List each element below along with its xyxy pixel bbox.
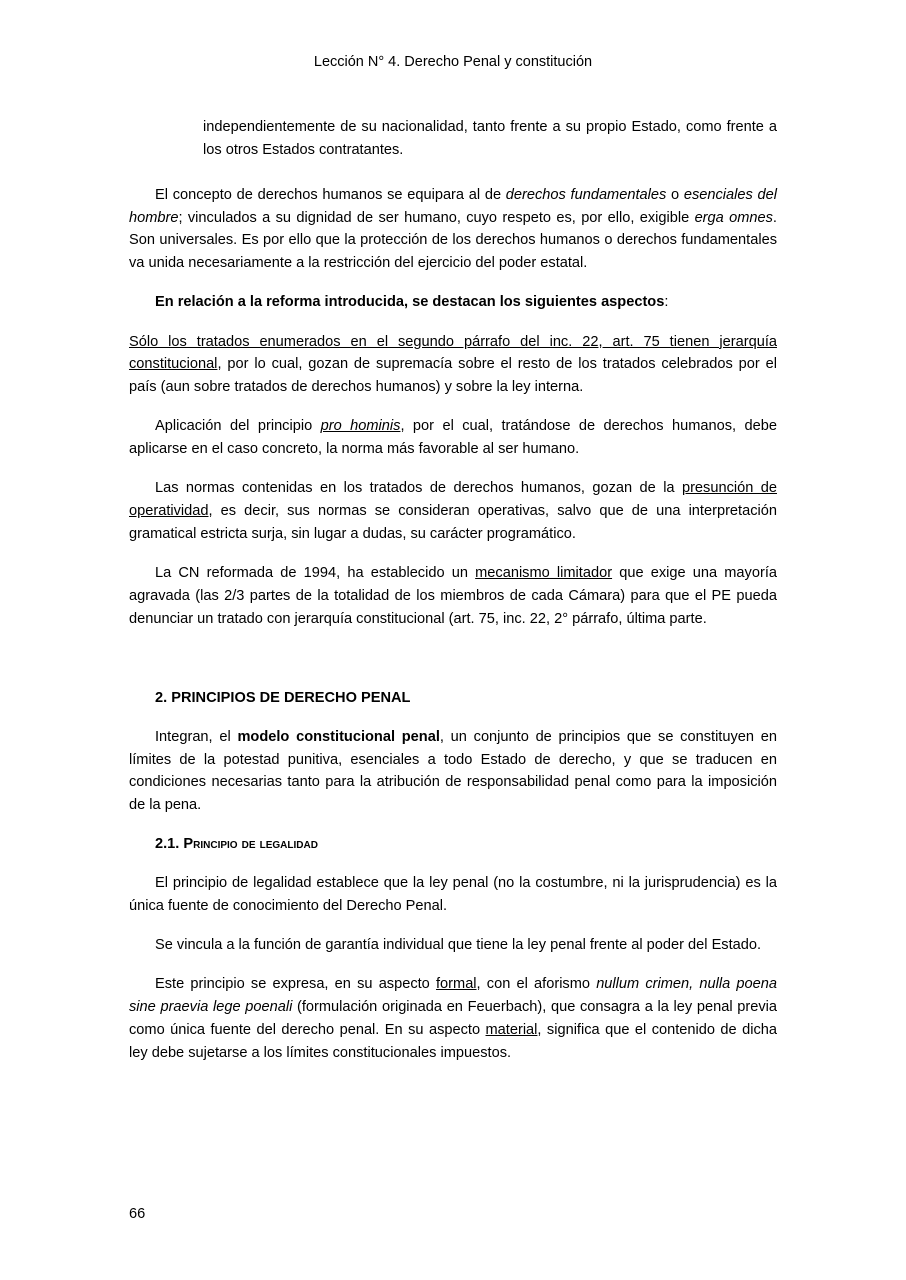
heading-number: 2.1. [155,836,184,853]
page-body [129,116,777,1064]
text-run: que exige una mayoría agravada (las 2/3 partes de la totalidad de los miembros de cada Cámara) para que el PE pueda denunciar un tratado con jerarquía constitucional (art. 75, inc. 22, 2° párrafo, última parte. [129,565,777,627]
text-run: . Son universales. Es por ello que la protección de los derechos humanos o derechos fundamentales va unida necesariamente a la restricción del ejercicio del poder estatal. [129,209,777,272]
emphasis-esenciales-del-hombre: esenciales del hombre [129,186,777,226]
heading-principio-de-legalidad [129,833,777,856]
text-run: : [664,294,669,311]
section-spacer [129,647,777,687]
text-run: La CN reformada de 1994, ha establecido un [155,565,476,582]
paragraph-funcion-garantia: Se vincula a la función de garantía individual que tiene la ley penal frente al poder del Estado. [155,937,762,954]
strong-reforma-introducida: En relación a la reforma introducida, se destacan los siguientes aspectos [155,294,665,311]
paragraph-principio-legalidad: El principio de legalidad establece que la ley penal (no la costumbre, ni la jurisprudencia) es la única fuente de conocimiento del Derecho Penal. [129,875,777,914]
heading-text: Principio de legalidad [183,836,318,853]
strong-modelo-constitucional-penal: modelo constitucional penal [237,728,440,745]
underline-tratados-jerarquia: Sólo los tratados enumerados en el segundo párrafo del inc. 22, art. 75 tienen jerarquía constitucional [129,333,777,373]
heading-principios-derecho-penal: 2. PRINCIPIOS DE DERECHO PENAL [155,690,411,707]
emphasis-nullum-crimen: nullum crimen, nulla poena sine praevia lege poenali [129,976,777,1016]
paragraph-modelo-constitucional [129,726,777,817]
emphasis-erga-omnes: erga omnes [694,209,773,226]
text-run: , un conjunto de principios que se constituyen en límites de la potestad punitiva, esenciales a todo Estado de derecho, y que se traducen en condiciones necesarias tanto para la atribución de responsabilidad penal como para la imposición de la pena. [129,728,777,814]
text-run: , por lo cual, gozan de supremacía sobre el resto de los tratados celebrados por el país (aun sobre tratados de derechos humanos) y sobre la ley interna. [129,356,777,396]
text-run: El concepto de derechos humanos se equipara al de [155,186,506,203]
underline-formal: formal [436,976,477,993]
text-run: , con el aforismo [476,976,597,993]
text-run: o [666,186,684,203]
text-run: Aplicación del principio [155,418,321,435]
text-run: ; vinculados a su dignidad de ser humano, cuyo respeto es, por ello, exigible [178,209,695,226]
text-run: , significa que el contenido de dicha ley debe sujetarse a los límites constitucionales impuestos. [129,1022,777,1061]
underline-presuncion-operatividad: presunción de operatividad [129,480,777,520]
running-header: Lección N° 4. Derecho Penal y constitución [313,54,593,70]
paragraph-reforma-aspectos [129,291,777,314]
underline-material: material [485,1022,538,1038]
text-run: Las normas contenidas en los tratados de derechos humanos, gozan de la [155,480,682,497]
paragraph-pro-hominis [129,415,777,461]
text-run: , es decir, sus normas se consideran operativas, salvo que de una interpretación gramatical estricta surja, sin lugar a dudas, su carácter programático. [129,503,777,543]
text-run: (formulación originada en Feuerbach), que consagra a la ley penal previa como única fuente del derecho penal. En su aspecto [129,999,777,1038]
text-run: Este principio se expresa, en su aspecto [155,976,436,993]
paragraph-concepto-derechos-humanos [129,184,777,275]
underline-mecanismo-limitador: mecanismo limitador [475,565,613,582]
paragraph-aforismo-nullum-crimen [129,973,777,1064]
emphasis-derechos-fundamentales: derechos fundamentales [505,186,667,203]
text-run: , por el cual, tratándose de derechos humanos, debe aplicarse en el caso concreto, la norma más favorable al ser humano. [129,418,777,458]
emphasis-pro-hominis: pro hominis [320,418,401,435]
paragraph-presuncion-operatividad [129,477,777,545]
paragraph-cn-reformada [129,562,777,630]
paragraph-tratados-jerarquia [129,331,777,399]
text-run: Integran, el [155,728,238,745]
page-number: 66 [129,1206,146,1222]
blockquote-paragraph: independientemente de su nacionalidad, tanto frente a su propio Estado, como frente a los otros Estados contratantes. [203,119,777,159]
